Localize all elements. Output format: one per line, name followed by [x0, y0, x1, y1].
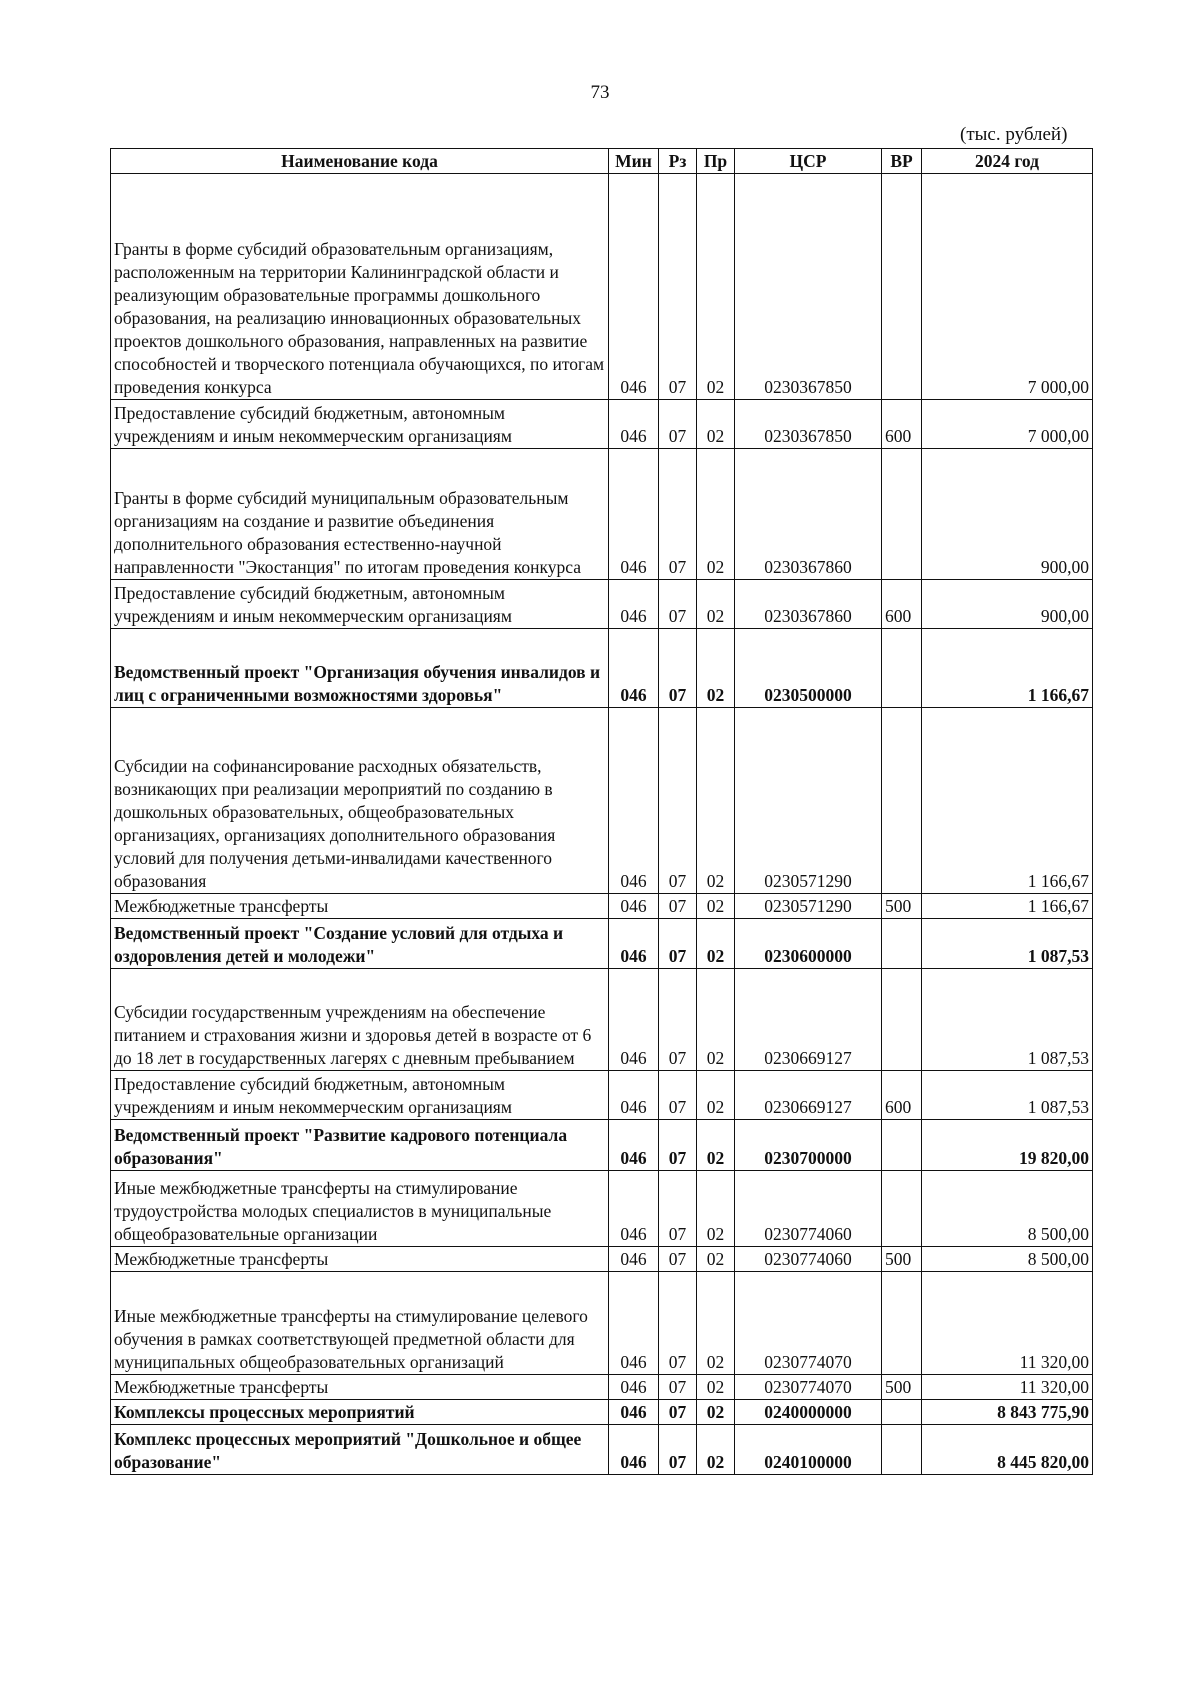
header-pr: Пр — [697, 149, 735, 174]
row-vr: 600 — [882, 580, 922, 629]
row-pr: 02 — [697, 174, 735, 400]
row-vr: 600 — [882, 400, 922, 449]
row-name: Межбюджетные трансферты — [111, 1247, 609, 1272]
row-rz: 07 — [659, 629, 697, 708]
row-min: 046 — [609, 629, 659, 708]
row-vr: 500 — [882, 1375, 922, 1400]
row-amount: 1 166,67 — [922, 708, 1093, 894]
table-row — [111, 1071, 1093, 1120]
row-min: 046 — [609, 1400, 659, 1425]
row-name: Комплексы процессных мероприятий — [111, 1400, 609, 1425]
row-pr: 02 — [697, 400, 735, 449]
row-vr — [882, 1120, 922, 1171]
row-rz: 07 — [659, 1247, 697, 1272]
row-amount: 1 166,67 — [922, 894, 1093, 919]
row-rz: 07 — [659, 708, 697, 894]
row-rz: 07 — [659, 1375, 697, 1400]
row-csr: 0240100000 — [735, 1425, 882, 1475]
row-min: 046 — [609, 174, 659, 400]
row-rz: 07 — [659, 1400, 697, 1425]
row-vr: 500 — [882, 894, 922, 919]
row-amount: 11 320,00 — [922, 1272, 1093, 1375]
row-vr — [882, 174, 922, 400]
row-csr: 0230367860 — [735, 449, 882, 580]
row-name: Предоставление субсидий бюджетным, автономным учреждениям и иным некоммерческим организациям — [111, 580, 609, 629]
row-pr: 02 — [697, 708, 735, 894]
row-rz: 07 — [659, 969, 697, 1071]
table-row — [111, 1400, 1093, 1425]
table-row — [111, 1272, 1093, 1375]
row-rz: 07 — [659, 580, 697, 629]
row-name: Ведомственный проект "Создание условий для отдыха и оздоровления детей и молодежи" — [111, 919, 609, 969]
table-row — [111, 449, 1093, 580]
row-pr: 02 — [697, 1272, 735, 1375]
row-min: 046 — [609, 708, 659, 894]
row-rz: 07 — [659, 400, 697, 449]
table-row — [111, 629, 1093, 708]
row-amount: 19 820,00 — [922, 1120, 1093, 1171]
row-pr: 02 — [697, 449, 735, 580]
row-csr: 0230669127 — [735, 1071, 882, 1120]
row-amount: 7 000,00 — [922, 400, 1093, 449]
row-name: Межбюджетные трансферты — [111, 1375, 609, 1400]
row-vr — [882, 1400, 922, 1425]
units-label: (тыс. рублей) — [960, 124, 1068, 145]
row-vr — [882, 1171, 922, 1247]
row-rz: 07 — [659, 1071, 697, 1120]
row-csr: 0230500000 — [735, 629, 882, 708]
table-row — [111, 894, 1093, 919]
row-pr: 02 — [697, 1375, 735, 1400]
row-name: Предоставление субсидий бюджетным, автономным учреждениям и иным некоммерческим организациям — [111, 1071, 609, 1120]
row-name: Ведомственный проект "Развитие кадрового потенциала образования" — [111, 1120, 609, 1171]
row-rz: 07 — [659, 449, 697, 580]
row-csr: 0230774060 — [735, 1171, 882, 1247]
row-pr: 02 — [697, 1425, 735, 1475]
row-amount: 8 445 820,00 — [922, 1425, 1093, 1475]
row-name: Комплекс процессных мероприятий "Дошкольное и общее образование" — [111, 1425, 609, 1475]
row-name: Субсидии государственным учреждениям на обеспечение питанием и страхования жизни и здоровья детей в возрасте от 6 до 18 лет в государственных лагерях с дневным пребыванием — [111, 969, 609, 1071]
row-amount: 900,00 — [922, 580, 1093, 629]
row-amount: 1 087,53 — [922, 919, 1093, 969]
table-row — [111, 400, 1093, 449]
header-year: 2024 год — [922, 149, 1093, 174]
row-pr: 02 — [697, 919, 735, 969]
table-header-row — [111, 149, 1093, 174]
row-vr — [882, 629, 922, 708]
row-pr: 02 — [697, 1247, 735, 1272]
row-pr: 02 — [697, 1120, 735, 1171]
row-csr: 0230774070 — [735, 1375, 882, 1400]
row-rz: 07 — [659, 1425, 697, 1475]
row-rz: 07 — [659, 894, 697, 919]
row-name: Иные межбюджетные трансферты на стимулирование трудоустройства молодых специалистов в муниципальные общеобразовательные организации — [111, 1171, 609, 1247]
row-min: 046 — [609, 580, 659, 629]
row-min: 046 — [609, 1247, 659, 1272]
row-csr: 0230774060 — [735, 1247, 882, 1272]
table-row — [111, 969, 1093, 1071]
row-amount: 8 500,00 — [922, 1247, 1093, 1272]
row-csr: 0230367860 — [735, 580, 882, 629]
row-name: Субсидии на софинансирование расходных обязательств, возникающих при реализации мероприятий по созданию в дошкольных образовательных, общеобразовательных организациях, организациях дополнительного образования условий для получения детьми-инвалидами качественного образования — [111, 708, 609, 894]
row-pr: 02 — [697, 1400, 735, 1425]
header-vr: ВР — [882, 149, 922, 174]
row-amount: 1 087,53 — [922, 1071, 1093, 1120]
row-rz: 07 — [659, 919, 697, 969]
row-amount: 8 500,00 — [922, 1171, 1093, 1247]
row-min: 046 — [609, 969, 659, 1071]
row-name: Иные межбюджетные трансферты на стимулирование целевого обучения в рамках соответствующей предметной области для муниципальных общеобразовательных организаций — [111, 1272, 609, 1375]
table-row — [111, 708, 1093, 894]
row-pr: 02 — [697, 894, 735, 919]
row-min: 046 — [609, 1071, 659, 1120]
row-pr: 02 — [697, 969, 735, 1071]
row-amount: 8 843 775,90 — [922, 1400, 1093, 1425]
row-csr: 0230700000 — [735, 1120, 882, 1171]
table-row — [111, 919, 1093, 969]
row-csr: 0230571290 — [735, 894, 882, 919]
table-row — [111, 1375, 1093, 1400]
table-row — [111, 1120, 1093, 1171]
row-vr — [882, 449, 922, 580]
header-name: Наименование кода — [111, 149, 609, 174]
table-row — [111, 1425, 1093, 1475]
row-rz: 07 — [659, 174, 697, 400]
table-row — [111, 1171, 1093, 1247]
header-min: Мин — [609, 149, 659, 174]
row-amount: 1 087,53 — [922, 969, 1093, 1071]
row-csr: 0230367850 — [735, 174, 882, 400]
row-name: Межбюджетные трансферты — [111, 894, 609, 919]
row-min: 046 — [609, 1171, 659, 1247]
row-rz: 07 — [659, 1272, 697, 1375]
row-rz: 07 — [659, 1171, 697, 1247]
row-csr: 0230367850 — [735, 400, 882, 449]
row-amount: 1 166,67 — [922, 629, 1093, 708]
row-name: Гранты в форме субсидий образовательным организациям, расположенным на территории Калининградской области и реализующим образовательные программы дошкольного образования, на реализацию инновационных образовательных проектов дошкольного образования, направленных на развитие способностей и творческого потенциала обучающихся, по итогам проведения конкурса — [111, 174, 609, 400]
row-csr: 0230669127 — [735, 969, 882, 1071]
table-row — [111, 1247, 1093, 1272]
row-pr: 02 — [697, 629, 735, 708]
row-vr — [882, 708, 922, 894]
row-min: 046 — [609, 449, 659, 580]
row-min: 046 — [609, 400, 659, 449]
row-min: 046 — [609, 1272, 659, 1375]
row-pr: 02 — [697, 1171, 735, 1247]
budget-table — [110, 148, 1093, 1475]
row-min: 046 — [609, 919, 659, 969]
row-csr: 0230774070 — [735, 1272, 882, 1375]
row-amount: 900,00 — [922, 449, 1093, 580]
header-rz: Рз — [659, 149, 697, 174]
row-vr — [882, 969, 922, 1071]
table-row — [111, 174, 1093, 400]
row-vr — [882, 1425, 922, 1475]
row-amount: 7 000,00 — [922, 174, 1093, 400]
row-pr: 02 — [697, 580, 735, 629]
header-csr: ЦСР — [735, 149, 882, 174]
row-min: 046 — [609, 1120, 659, 1171]
row-amount: 11 320,00 — [922, 1375, 1093, 1400]
row-csr: 0240000000 — [735, 1400, 882, 1425]
row-csr: 0230600000 — [735, 919, 882, 969]
row-name: Гранты в форме субсидий муниципальным образовательным организациям на создание и развитие объединения дополнительного образования естественно-научной направленности "Экостанция" по итогам проведения конкурса — [111, 449, 609, 580]
row-vr: 600 — [882, 1071, 922, 1120]
row-vr — [882, 919, 922, 969]
page-number: 73 — [590, 82, 610, 103]
row-name: Предоставление субсидий бюджетным, автономным учреждениям и иным некоммерческим организациям — [111, 400, 609, 449]
row-name: Ведомственный проект "Организация обучения инвалидов и лиц с ограниченными возможностями здоровья" — [111, 629, 609, 708]
row-vr — [882, 1272, 922, 1375]
table-row — [111, 580, 1093, 629]
row-rz: 07 — [659, 1120, 697, 1171]
row-vr: 500 — [882, 1247, 922, 1272]
row-csr: 0230571290 — [735, 708, 882, 894]
row-min: 046 — [609, 1425, 659, 1475]
row-pr: 02 — [697, 1071, 735, 1120]
row-min: 046 — [609, 1375, 659, 1400]
row-min: 046 — [609, 894, 659, 919]
